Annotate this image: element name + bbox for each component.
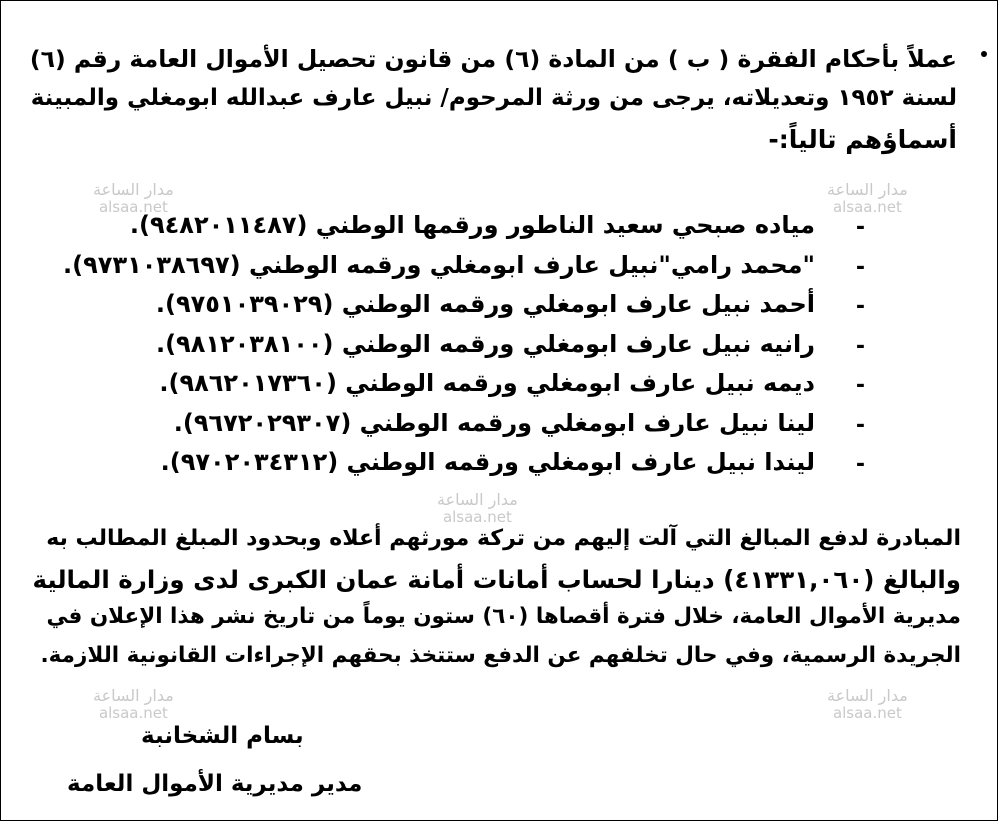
watermark	[827, 181, 908, 215]
watermark-latin: alsaa.net	[832, 197, 902, 216]
watermark-latin: alsaa.net	[98, 197, 168, 216]
heir-item: لينا نبيل عارف ابومغلي ورقمه الوطني (٩٦٧٢٠٢٩٣٠٧).	[173, 409, 815, 437]
watermark-arabic: مدار الساعة	[827, 180, 908, 199]
body-line-3: مديرية الأموال العامة، خلال فترة أقصاها (٦٠) ستون يوماً من تاريخ نشر هذا الإعلان في	[46, 604, 961, 629]
watermark-arabic: مدار الساعة	[93, 180, 174, 199]
intro-line-1: عملاً بأحكام الفقرة ( ب ) من المادة (٦) من قانون تحصيل الأموال العامة رقم (٦)	[29, 45, 957, 73]
watermark	[93, 181, 174, 215]
heir-item: ليندا نبيل عارف ابومغلي ورقمه الوطني (٩٧٠٢٠٣٤٣١٢).	[160, 448, 815, 476]
watermark	[827, 687, 908, 721]
watermark-latin: alsaa.net	[98, 703, 168, 722]
watermark-latin: alsaa.net	[832, 703, 902, 722]
heir-item: مياده صبحي سعيد الناطور ورقمها الوطني (٩٤٨٢٠١١٤٨٧).	[129, 211, 815, 239]
intro-line-2: لسنة ١٩٥٢ وتعديلاته، يرجى من ورثة المرحوم/ نبيل عارف عبدالله ابومغلي والمبينة	[30, 85, 957, 111]
list-dash: -	[855, 255, 865, 280]
heir-item: رانيه نبيل عارف ابومغلي ورقمه الوطني (٩٨١٢٠٣٨١٠٠).	[155, 330, 815, 358]
list-dash: -	[855, 215, 865, 240]
body-line-1: المبادرة لدفع المبالغ التي آلت إليهم من تركة مورثهم أعلاه وبحدود المبلغ المطالب به	[46, 526, 961, 551]
list-dash: -	[855, 334, 865, 359]
signatory-name: بسام الشخانبة	[141, 723, 304, 749]
heir-item: "محمد رامي"نبيل عارف ابومغلي ورقمه الوطني (٩٧٣١٠٣٨٦٩٧).	[63, 251, 815, 279]
intro-line-3: أسماؤهم تالياً:-	[768, 125, 957, 154]
heir-item: ديمه نبيل عارف ابومغلي ورقمه الوطني (٩٨٦٢٠١٧٣٦٠).	[159, 369, 815, 397]
watermark-arabic: مدار الساعة	[93, 686, 174, 705]
list-dash: -	[855, 294, 865, 319]
signatory-title: مدير مديرية الأموال العامة	[67, 771, 363, 797]
body-line-2: والبالغ (٤١٣٣١,٠٦٠) دينارا لحساب أمانات أمانة عمان الكبرى لدى وزارة المالية	[32, 565, 961, 594]
list-dash: -	[855, 373, 865, 398]
watermark	[437, 491, 518, 525]
watermark-latin: alsaa.net	[442, 507, 512, 526]
body-line-4: الجريدة الرسمية، وفي حال تخلفهم عن الدفع ستتخذ بحقهم الإجراءات القانونية اللازمة.	[40, 643, 961, 668]
list-dash: -	[855, 452, 865, 477]
watermark-arabic: مدار الساعة	[437, 490, 518, 509]
watermark	[93, 687, 174, 721]
heir-item: أحمد نبيل عارف ابومغلي ورقمه الوطني (٩٧٥١٠٣٩٠٢٩).	[155, 290, 815, 318]
watermark-arabic: مدار الساعة	[827, 686, 908, 705]
list-dash: -	[855, 413, 865, 438]
bullet-dot	[981, 51, 987, 57]
